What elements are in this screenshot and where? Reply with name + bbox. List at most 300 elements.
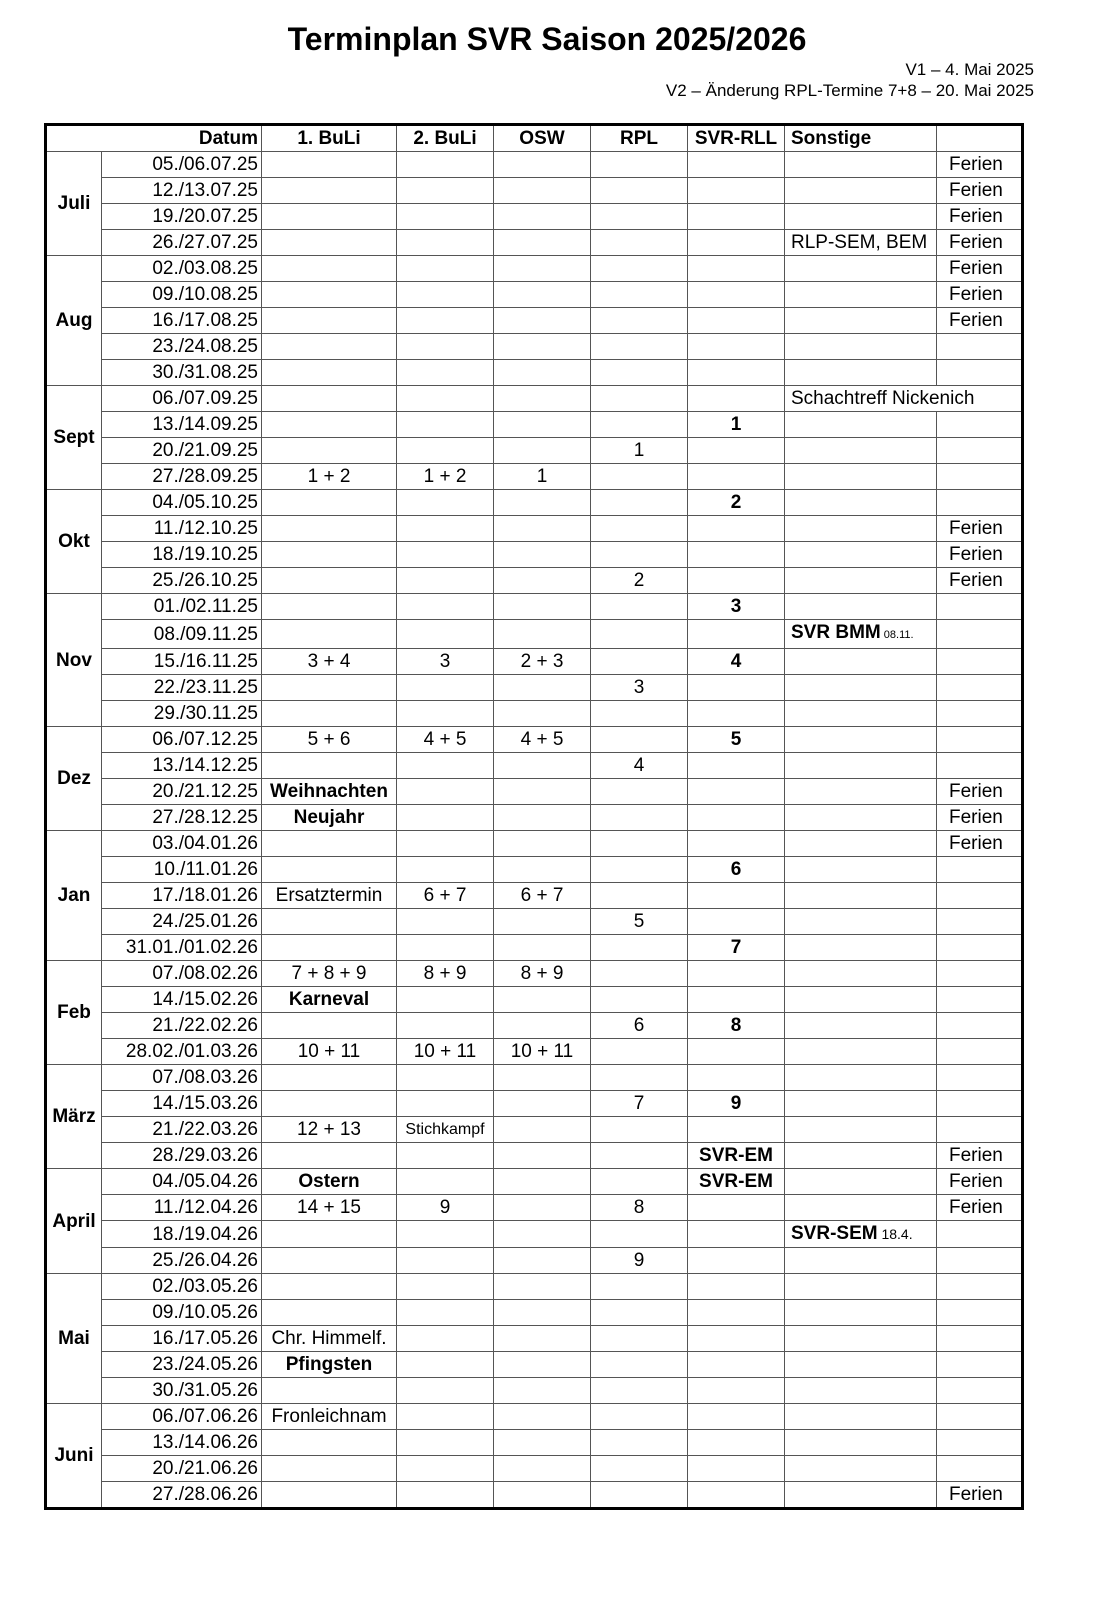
sonstige-cell [785, 1195, 937, 1221]
osw-cell [494, 1013, 591, 1039]
buli1-cell [262, 620, 397, 649]
date-cell: 09./10.05.26 [102, 1300, 262, 1326]
osw-cell [494, 412, 591, 438]
osw-cell [494, 1430, 591, 1456]
rpl-cell [591, 1221, 688, 1248]
svr-rll-cell [688, 1326, 785, 1352]
date-cell: 24./25.01.26 [102, 909, 262, 935]
svr-rll-cell: SVR-EM [688, 1169, 785, 1195]
buli1-cell [262, 594, 397, 620]
buli1-cell: Chr. Himmelf. [262, 1326, 397, 1352]
sonstige-text: SVR-SEM [791, 1223, 878, 1244]
svr-rll-cell: 4 [688, 649, 785, 675]
ferien-cell [937, 753, 1023, 779]
ferien-cell [937, 1300, 1023, 1326]
table-row [46, 178, 1023, 204]
svr-rll-cell: 6 [688, 857, 785, 883]
sonstige-cell [785, 490, 937, 516]
rpl-cell: 9 [591, 1248, 688, 1274]
rpl-cell [591, 490, 688, 516]
ferien-cell [937, 438, 1023, 464]
date-cell: 11./12.10.25 [102, 516, 262, 542]
sonstige-cell [785, 1326, 937, 1352]
table-row [46, 1326, 1023, 1352]
buli1-cell [262, 152, 397, 178]
buli2-cell: 10 + 11 [397, 1039, 494, 1065]
rpl-cell [591, 1352, 688, 1378]
table-row [46, 230, 1023, 256]
buli1-cell [262, 334, 397, 360]
table-row [46, 1039, 1023, 1065]
ferien-cell: Ferien [937, 230, 1023, 256]
rpl-cell [591, 230, 688, 256]
svr-rll-cell [688, 256, 785, 282]
buli1-cell: Ostern [262, 1169, 397, 1195]
date-cell: 09./10.08.25 [102, 282, 262, 308]
date-cell: 15./16.11.25 [102, 649, 262, 675]
rpl-cell [591, 464, 688, 490]
header-rpl: RPL [591, 125, 688, 152]
buli1-cell [262, 568, 397, 594]
osw-cell [494, 308, 591, 334]
buli2-cell [397, 909, 494, 935]
buli1-cell [262, 935, 397, 961]
svr-rll-cell [688, 883, 785, 909]
date-cell: 27./28.12.25 [102, 805, 262, 831]
month-label: Juni [46, 1404, 102, 1509]
svr-rll-cell: 3 [688, 594, 785, 620]
buli1-cell [262, 1456, 397, 1482]
ferien-cell [937, 909, 1023, 935]
svr-rll-cell [688, 308, 785, 334]
osw-cell [494, 594, 591, 620]
svr-rll-cell [688, 438, 785, 464]
buli2-cell [397, 1456, 494, 1482]
schedule-table [44, 123, 1024, 1510]
svr-rll-cell [688, 1456, 785, 1482]
buli1-cell [262, 308, 397, 334]
ferien-cell [937, 883, 1023, 909]
buli1-cell [262, 360, 397, 386]
buli2-cell [397, 1482, 494, 1509]
buli1-cell [262, 831, 397, 857]
osw-cell: 10 + 11 [494, 1039, 591, 1065]
osw-cell [494, 282, 591, 308]
table-row [46, 490, 1023, 516]
table-row [46, 1195, 1023, 1221]
date-cell: 16./17.08.25 [102, 308, 262, 334]
table-row [46, 256, 1023, 282]
buli1-cell: 5 + 6 [262, 727, 397, 753]
rpl-cell [591, 987, 688, 1013]
buli2-cell [397, 1404, 494, 1430]
table-row [46, 779, 1023, 805]
version-note-1: V1 – 4. Mai 2025 [905, 60, 1034, 79]
buli2-cell: 6 + 7 [397, 883, 494, 909]
sonstige-cell [785, 282, 937, 308]
rpl-cell [591, 649, 688, 675]
svr-rll-cell [688, 831, 785, 857]
rpl-cell [591, 308, 688, 334]
ferien-cell [937, 490, 1023, 516]
sonstige-note: 08.11. [880, 629, 914, 641]
rpl-cell [591, 152, 688, 178]
osw-cell [494, 334, 591, 360]
buli1-cell [262, 701, 397, 727]
sonstige-cell [785, 568, 937, 594]
buli1-cell: Neujahr [262, 805, 397, 831]
rpl-cell: 1 [591, 438, 688, 464]
buli2-cell [397, 204, 494, 230]
rpl-cell [591, 620, 688, 649]
buli1-cell [262, 675, 397, 701]
date-cell: 01./02.11.25 [102, 594, 262, 620]
svr-rll-cell [688, 1430, 785, 1456]
sonstige-cell [785, 1378, 937, 1404]
date-cell: 11./12.04.26 [102, 1195, 262, 1221]
buli2-cell [397, 1013, 494, 1039]
osw-cell: 4 + 5 [494, 727, 591, 753]
buli1-cell [262, 412, 397, 438]
ferien-cell [937, 1326, 1023, 1352]
sonstige-cell [785, 308, 937, 334]
table-row [46, 1352, 1023, 1378]
buli2-cell [397, 256, 494, 282]
table-row [46, 1065, 1023, 1091]
sonstige-cell [785, 649, 937, 675]
rpl-cell [591, 831, 688, 857]
ferien-cell: Ferien [937, 1143, 1023, 1169]
sonstige-cell [785, 152, 937, 178]
date-cell: 25./26.10.25 [102, 568, 262, 594]
svr-rll-cell [688, 1221, 785, 1248]
date-cell: 25./26.04.26 [102, 1248, 262, 1274]
sonstige-cell [785, 1482, 937, 1509]
svr-rll-cell: 9 [688, 1091, 785, 1117]
sonstige-cell [785, 1430, 937, 1456]
table-row [46, 152, 1023, 178]
buli1-cell [262, 1300, 397, 1326]
date-cell: 20./21.06.26 [102, 1456, 262, 1482]
rpl-cell [591, 883, 688, 909]
table-row [46, 1221, 1023, 1248]
ferien-cell [937, 594, 1023, 620]
sonstige-cell [785, 805, 937, 831]
date-cell: 20./21.12.25 [102, 779, 262, 805]
date-cell: 23./24.08.25 [102, 334, 262, 360]
buli2-cell [397, 1169, 494, 1195]
table-row [46, 204, 1023, 230]
svr-rll-cell [688, 1352, 785, 1378]
date-cell: 17./18.01.26 [102, 883, 262, 909]
sonstige-cell [785, 1404, 937, 1430]
sonstige-cell [785, 1300, 937, 1326]
sonstige-cell [785, 1274, 937, 1300]
svr-rll-cell: 7 [688, 935, 785, 961]
table-row [46, 1274, 1023, 1300]
sonstige-cell [785, 1221, 937, 1248]
osw-cell [494, 1248, 591, 1274]
osw-cell [494, 1274, 591, 1300]
svr-rll-cell [688, 1039, 785, 1065]
rpl-cell [591, 727, 688, 753]
date-cell: 22./23.11.25 [102, 675, 262, 701]
rpl-cell [591, 935, 688, 961]
ferien-cell [937, 1248, 1023, 1274]
header-sonstige: Sonstige [785, 125, 937, 152]
header-1-buli: 1. BuLi [262, 125, 397, 152]
osw-cell [494, 568, 591, 594]
ferien-cell: Ferien [937, 542, 1023, 568]
date-cell: 02./03.08.25 [102, 256, 262, 282]
ferien-cell [937, 1378, 1023, 1404]
table-row [46, 360, 1023, 386]
date-cell: 14./15.02.26 [102, 987, 262, 1013]
month-label: Sept [46, 386, 102, 490]
svr-rll-cell [688, 542, 785, 568]
rpl-cell [591, 1326, 688, 1352]
svr-rll-cell [688, 909, 785, 935]
sonstige-cell [785, 1091, 937, 1117]
ferien-cell: Ferien [937, 256, 1023, 282]
table-row [46, 1013, 1023, 1039]
sonstige-cell [785, 542, 937, 568]
ferien-cell: Ferien [937, 308, 1023, 334]
ferien-cell [937, 1065, 1023, 1091]
buli1-cell [262, 542, 397, 568]
sonstige-cell [785, 857, 937, 883]
table-row [46, 542, 1023, 568]
sonstige-cell [785, 1039, 937, 1065]
sonstige-cell [785, 1117, 937, 1143]
rpl-cell [591, 256, 688, 282]
svr-rll-cell [688, 204, 785, 230]
sonstige-cell [785, 935, 937, 961]
rpl-cell [591, 594, 688, 620]
svr-rll-cell [688, 386, 785, 412]
ferien-cell: Ferien [937, 178, 1023, 204]
buli1-cell: Pfingsten [262, 1352, 397, 1378]
sonstige-text: RLP-SEM, BEM [791, 232, 928, 253]
osw-cell [494, 1143, 591, 1169]
date-cell: 07./08.03.26 [102, 1065, 262, 1091]
sonstige-cell [785, 1065, 937, 1091]
buli2-cell [397, 594, 494, 620]
table-row [46, 1378, 1023, 1404]
ferien-cell [937, 1430, 1023, 1456]
svr-rll-cell [688, 464, 785, 490]
osw-cell [494, 1326, 591, 1352]
buli1-cell [262, 857, 397, 883]
osw-cell [494, 935, 591, 961]
svr-rll-cell [688, 701, 785, 727]
osw-cell [494, 438, 591, 464]
buli1-cell [262, 386, 397, 412]
rpl-cell [591, 1169, 688, 1195]
sonstige-cell [785, 412, 937, 438]
osw-cell [494, 1404, 591, 1430]
ferien-cell [937, 1091, 1023, 1117]
buli2-cell [397, 1378, 494, 1404]
ferien-cell: Ferien [937, 805, 1023, 831]
header-osw: OSW [494, 125, 591, 152]
buli2-cell [397, 230, 494, 256]
svr-rll-cell: 5 [688, 727, 785, 753]
svr-rll-cell [688, 779, 785, 805]
osw-cell [494, 1065, 591, 1091]
buli1-cell [262, 256, 397, 282]
sonstige-cell [785, 178, 937, 204]
buli2-cell: 8 + 9 [397, 961, 494, 987]
rpl-cell: 5 [591, 909, 688, 935]
buli2-cell [397, 360, 494, 386]
sonstige-cell [785, 1248, 937, 1274]
buli1-cell: 7 + 8 + 9 [262, 961, 397, 987]
ferien-cell [937, 987, 1023, 1013]
sonstige-cell [785, 204, 937, 230]
buli2-cell [397, 308, 494, 334]
rpl-cell [591, 1404, 688, 1430]
sonstige-cell [785, 1143, 937, 1169]
rpl-cell [591, 204, 688, 230]
sonstige-cell [785, 675, 937, 701]
date-cell: 08./09.11.25 [102, 620, 262, 649]
buli2-cell [397, 753, 494, 779]
osw-cell [494, 1169, 591, 1195]
buli2-cell [397, 412, 494, 438]
rpl-cell [591, 701, 688, 727]
sonstige-cell [785, 334, 937, 360]
ferien-cell: Ferien [937, 831, 1023, 857]
ferien-cell [937, 412, 1023, 438]
rpl-cell [591, 334, 688, 360]
osw-cell [494, 1221, 591, 1248]
date-cell: 04./05.04.26 [102, 1169, 262, 1195]
sonstige-cell [785, 464, 937, 490]
date-cell: 20./21.09.25 [102, 438, 262, 464]
svr-rll-cell [688, 1378, 785, 1404]
month-label: Nov [46, 594, 102, 727]
buli2-cell [397, 701, 494, 727]
svr-rll-cell: 1 [688, 412, 785, 438]
table-row [46, 412, 1023, 438]
svr-rll-cell [688, 1248, 785, 1274]
table-row [46, 438, 1023, 464]
sonstige-cell [785, 620, 937, 649]
table-row [46, 516, 1023, 542]
svr-rll-cell: 8 [688, 1013, 785, 1039]
buli2-cell: 4 + 5 [397, 727, 494, 753]
month-label: Aug [46, 256, 102, 386]
buli1-cell [262, 204, 397, 230]
osw-cell [494, 1352, 591, 1378]
svr-rll-cell [688, 1482, 785, 1509]
svr-rll-cell [688, 1195, 785, 1221]
buli1-cell: Karneval [262, 987, 397, 1013]
table-row [46, 1300, 1023, 1326]
svr-rll-cell [688, 961, 785, 987]
date-cell: 18./19.10.25 [102, 542, 262, 568]
date-cell: 27./28.06.26 [102, 1482, 262, 1509]
svr-rll-cell [688, 753, 785, 779]
buli2-cell [397, 1300, 494, 1326]
rpl-cell [591, 178, 688, 204]
buli2-cell: 3 [397, 649, 494, 675]
ferien-cell: Ferien [937, 1195, 1023, 1221]
rpl-cell: 8 [591, 1195, 688, 1221]
buli2-cell [397, 1274, 494, 1300]
date-cell: 21./22.02.26 [102, 1013, 262, 1039]
date-cell: 06./07.12.25 [102, 727, 262, 753]
osw-cell [494, 1456, 591, 1482]
ferien-cell [937, 360, 1023, 386]
month-label: Juli [46, 152, 102, 256]
table-row [46, 1430, 1023, 1456]
ferien-cell: Ferien [937, 779, 1023, 805]
svr-rll-cell [688, 1117, 785, 1143]
sonstige-cell [785, 230, 937, 256]
buli2-cell [397, 282, 494, 308]
osw-cell [494, 1300, 591, 1326]
sonstige-cell [785, 987, 937, 1013]
table-row [46, 1404, 1023, 1430]
buli1-cell: 1 + 2 [262, 464, 397, 490]
buli1-cell [262, 1065, 397, 1091]
osw-cell [494, 753, 591, 779]
buli2-cell [397, 568, 494, 594]
osw-cell [494, 675, 591, 701]
ferien-cell [937, 1013, 1023, 1039]
rpl-cell [591, 1482, 688, 1509]
buli2-cell [397, 1352, 494, 1378]
sonstige-cell [785, 1352, 937, 1378]
osw-cell [494, 542, 591, 568]
osw-cell [494, 204, 591, 230]
date-cell: 13./14.09.25 [102, 412, 262, 438]
month-label: Jan [46, 831, 102, 961]
buli2-cell [397, 490, 494, 516]
buli1-cell [262, 230, 397, 256]
ferien-cell [937, 961, 1023, 987]
osw-cell [494, 178, 591, 204]
table-row [46, 1143, 1023, 1169]
osw-cell [494, 256, 591, 282]
table-row [46, 1117, 1023, 1143]
date-cell: 13./14.12.25 [102, 753, 262, 779]
osw-cell [494, 516, 591, 542]
rpl-cell [591, 412, 688, 438]
date-cell: 05./06.07.25 [102, 152, 262, 178]
table-row [46, 883, 1023, 909]
buli2-cell [397, 542, 494, 568]
date-cell: 06./07.06.26 [102, 1404, 262, 1430]
ferien-cell [937, 1274, 1023, 1300]
date-cell: 30./31.08.25 [102, 360, 262, 386]
sonstige-cell [785, 883, 937, 909]
rpl-cell [591, 1065, 688, 1091]
ferien-cell [937, 857, 1023, 883]
table-row [46, 568, 1023, 594]
ferien-cell: Ferien [937, 568, 1023, 594]
rpl-cell [591, 779, 688, 805]
buli1-cell [262, 1378, 397, 1404]
table-row [46, 701, 1023, 727]
svr-rll-cell [688, 675, 785, 701]
svr-rll-cell [688, 805, 785, 831]
buli2-cell: 9 [397, 1195, 494, 1221]
ferien-cell [937, 1352, 1023, 1378]
buli2-cell [397, 1143, 494, 1169]
